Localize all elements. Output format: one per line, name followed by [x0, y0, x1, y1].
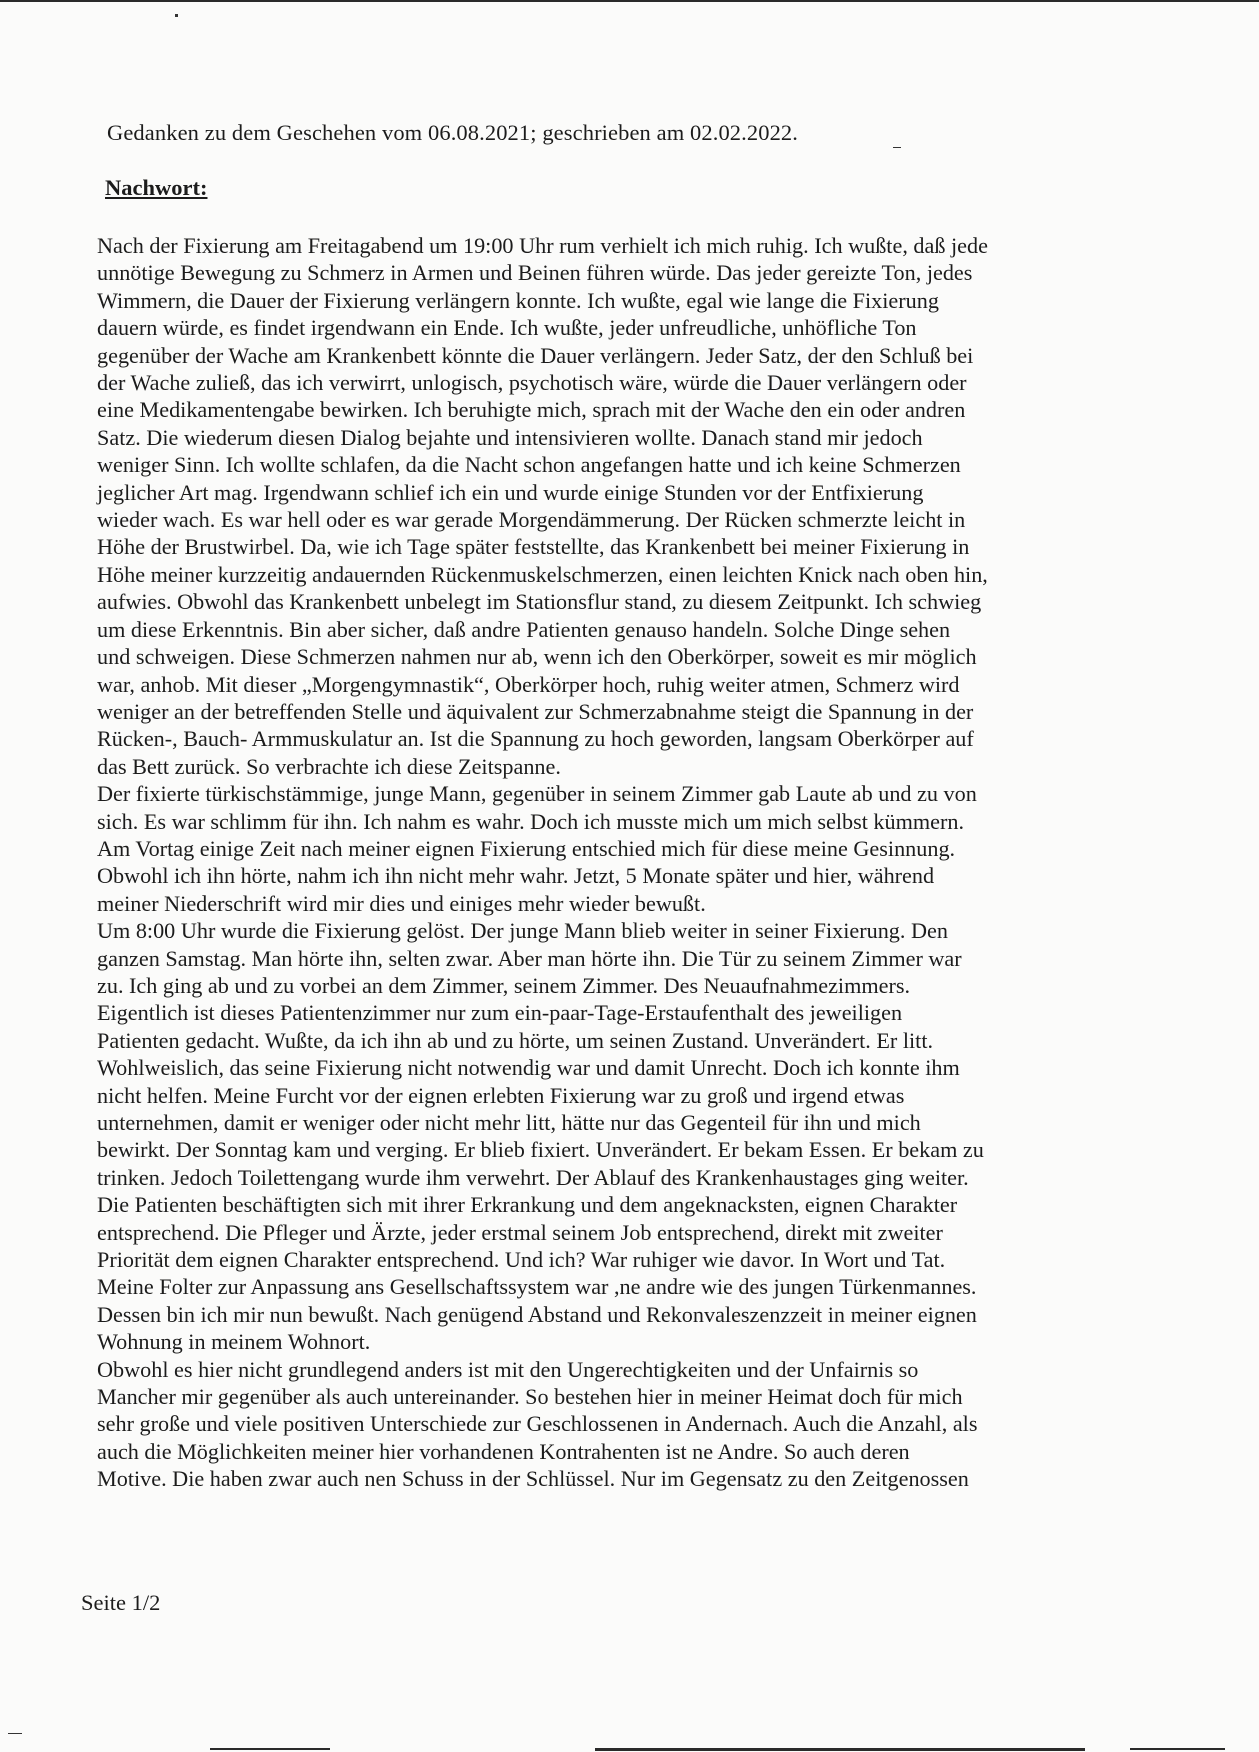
scan-edge-bottom — [210, 1748, 330, 1750]
scan-speck — [893, 147, 901, 148]
text-line: Höhe der Brustwirbel. Da, wie ich Tage später feststellte, das Krankenbett bei meiner Fixierung in — [97, 534, 970, 560]
text-line: Rücken-, Bauch- Armmuskulatur an. Ist die Spannung zu hoch geworden, langsam Oberkörper auf — [97, 726, 974, 752]
text-line: der Wache zuließ, das ich verwirrt, unlogisch, psychotisch wäre, würde die Dauer verlängern oder — [97, 370, 967, 396]
text-line: weniger an der betreffenden Stelle und äquivalent zur Schmerzabnahme steigt die Spannung in der — [97, 698, 974, 724]
text-line: unnötige Bewegung zu Schmerz in Armen und Beinen führen würde. Das jeder gereizte Ton, jedes — [97, 260, 973, 286]
text-line: zu. Ich ging ab und zu vorbei an dem Zimmer, seinem Zimmer. Des Neuaufnahmezimmers. — [97, 972, 911, 998]
scan-speck — [175, 14, 178, 17]
text-line: Der fixierte türkischstämmige, junge Mann, gegenüber in seinem Zimmer gab Laute ab und zu von — [97, 781, 977, 807]
document-heading: Nachwort: — [105, 175, 208, 200]
text-line: Am Vortag einige Zeit nach meiner eignen Fixierung entschied mich für diese meine Gesinnung. — [97, 835, 956, 861]
text-line: dauern würde, es findet irgendwann ein Ende. Ich wußte, jeder unfreudliche, unhöfliche Ton — [97, 315, 917, 341]
text-line: war, anhob. Mit dieser „Morgengymnastik“, Oberkörper hoch, ruhig weiter atmen, Schmerz wird — [97, 671, 960, 697]
text-line: sehr große und viele positiven Unterschiede zur Geschlossenen in Andernach. Auch die Anzahl, als — [97, 1411, 978, 1437]
text-line: Wimmern, die Dauer der Fixierung verlängern konnte. Ich wußte, egal wie lange die Fixierung — [97, 287, 939, 313]
text-line: das Bett zurück. So verbrachte ich diese Zeitspanne. — [97, 753, 561, 779]
scan-speck — [8, 1733, 22, 1734]
text-line: Obwohl ich ihn hörte, nahm ich ihn nicht mehr wahr. Jetzt, 5 Monate später und hier, während — [97, 863, 935, 889]
text-line: Wohnung in meinem Wohnort. — [97, 1329, 371, 1355]
text-line: auch die Möglichkeiten meiner hier vorhandenen Kontrahenten ist ne Andre. So auch deren — [97, 1438, 910, 1464]
page-number: Seite 1/2 — [81, 1590, 161, 1615]
text-line: weniger Sinn. Ich wollte schlafen, da die Nacht schon angefangen hatte und ich keine Schmerzen — [97, 452, 961, 478]
text-line: Patienten gedacht. Wußte, da ich ihn ab und zu hörte, um seinen Zustand. Unverändert. Er litt. — [97, 1027, 934, 1053]
text-line: unternehmen, damit er weniger oder nicht mehr litt, hätte nur das Gegenteil für ihn und mich — [97, 1110, 921, 1135]
text-line: entsprechend. Die Pfleger und Ärzte, jeder erstmal seinem Job entsprechend, direkt mit zweiter — [97, 1219, 943, 1245]
text-line: meiner Niederschrift wird mir dies und einiges mehr wieder bewußt. — [97, 890, 706, 916]
text-line: Wohlweislich, das seine Fixierung nicht notwendig war und damit Unrecht. Doch ich konnte ihm — [97, 1055, 960, 1081]
text-line: wieder wach. Es war hell oder es war gerade Morgendämmerung. Der Rücken schmerzte leicht in — [97, 507, 966, 533]
text-line: aufwies. Obwohl das Krankenbett unbelegt im Stationsflur stand, zu diesem Zeitpunkt. Ich schwieg — [97, 589, 982, 615]
text-line: Um 8:00 Uhr wurde die Fixierung gelöst. Der junge Mann blieb weiter in seiner Fixierung. Den — [97, 918, 948, 944]
text-line: Die Patienten beschäftigten sich mit ihrer Erkrankung und dem angeknacksten, eignen Charakter — [97, 1192, 958, 1218]
text-line: eine Medikamentengabe bewirken. Ich beruhigte mich, sprach mit der Wache den ein oder andren — [97, 397, 966, 423]
text-line: Höhe meiner kurzzeitig andauernden Rückenmuskelschmerzen, einen leichten Knick nach oben hin, — [97, 561, 988, 587]
text-line: jeglicher Art mag. Irgendwann schlief ich ein und wurde einige Stunden vor der Entfixierung — [97, 479, 924, 505]
text-line: nicht helfen. Meine Furcht vor der eignen erlebten Fixierung war zu groß und irgend etwas — [97, 1082, 905, 1108]
document-body — [97, 232, 1127, 1493]
text-line: Mancher mir gegenüber als auch untereinander. So bestehen hier in meiner Heimat doch für mich — [97, 1384, 963, 1410]
text-line: Eigentlich ist dieses Patientenzimmer nur zum ein-paar-Tage-Erstaufenthalt des jeweiligen — [97, 1000, 903, 1026]
text-line: Priorität dem eignen Charakter entsprechend. Und ich? War ruhiger wie davor. In Wort und Tat. — [97, 1247, 946, 1273]
text-line: Motive. Die haben zwar auch nen Schuss in der Schlüssel. Nur im Gegensatz zu den Zeitgenossen — [97, 1466, 969, 1492]
text-line: Satz. Die wiederum diesen Dialog bejahte und intensivieren wollte. Danach stand mir jedoch — [97, 424, 923, 450]
text-line: bewirkt. Der Sonntag kam und verging. Er blieb fixiert. Unverändert. Er bekam Essen. Er bekam zu — [97, 1137, 984, 1163]
text-line: und schweigen. Diese Schmerzen nahmen nur ab, wenn ich den Oberkörper, soweit es mir möglich — [97, 644, 977, 670]
text-line: Dessen bin ich mir nun bewußt. Nach genügend Abstand und Rekonvaleszenzzeit in meiner eignen — [97, 1301, 977, 1327]
text-line: Meine Folter zur Anpassung ans Gesellschaftssystem war ,ne andre wie des jungen Türkenmannes. — [97, 1274, 977, 1300]
text-line: trinken. Jedoch Toilettengang wurde ihm verwehrt. Der Ablauf des Krankenhaustages ging weiter. — [97, 1164, 969, 1190]
scan-edge-bottom — [595, 1748, 1085, 1751]
document-header: Gedanken zu dem Geschehen vom 06.08.2021; geschrieben am 02.02.2022. — [107, 120, 798, 145]
scan-edge-top — [0, 0, 1259, 2]
text-line: gegenüber der Wache am Krankenbett könnte die Dauer verlängern. Jeder Satz, der den Schluß bei — [97, 342, 974, 368]
text-line: Nach der Fixierung am Freitagabend um 19:00 Uhr rum verhielt ich mich ruhig. Ich wußte, daß jede — [97, 233, 988, 258]
text-line: sich. Es war schlimm für ihn. Ich nahm es wahr. Doch ich musste mich um mich selbst kümmern. — [97, 808, 965, 834]
scan-edge-bottom — [1130, 1748, 1225, 1750]
text-line: ganzen Samstag. Man hörte ihn, selten zwar. Aber man hörte ihn. Die Tür zu seinem Zimmer war — [97, 945, 962, 971]
text-line: Obwohl es hier nicht grundlegend anders ist mit den Ungerechtigkeiten und der Unfairnis so — [97, 1356, 919, 1382]
text-line: um diese Erkenntnis. Bin aber sicher, daß andre Patienten genauso handeln. Solche Dinge sehen — [97, 616, 951, 642]
